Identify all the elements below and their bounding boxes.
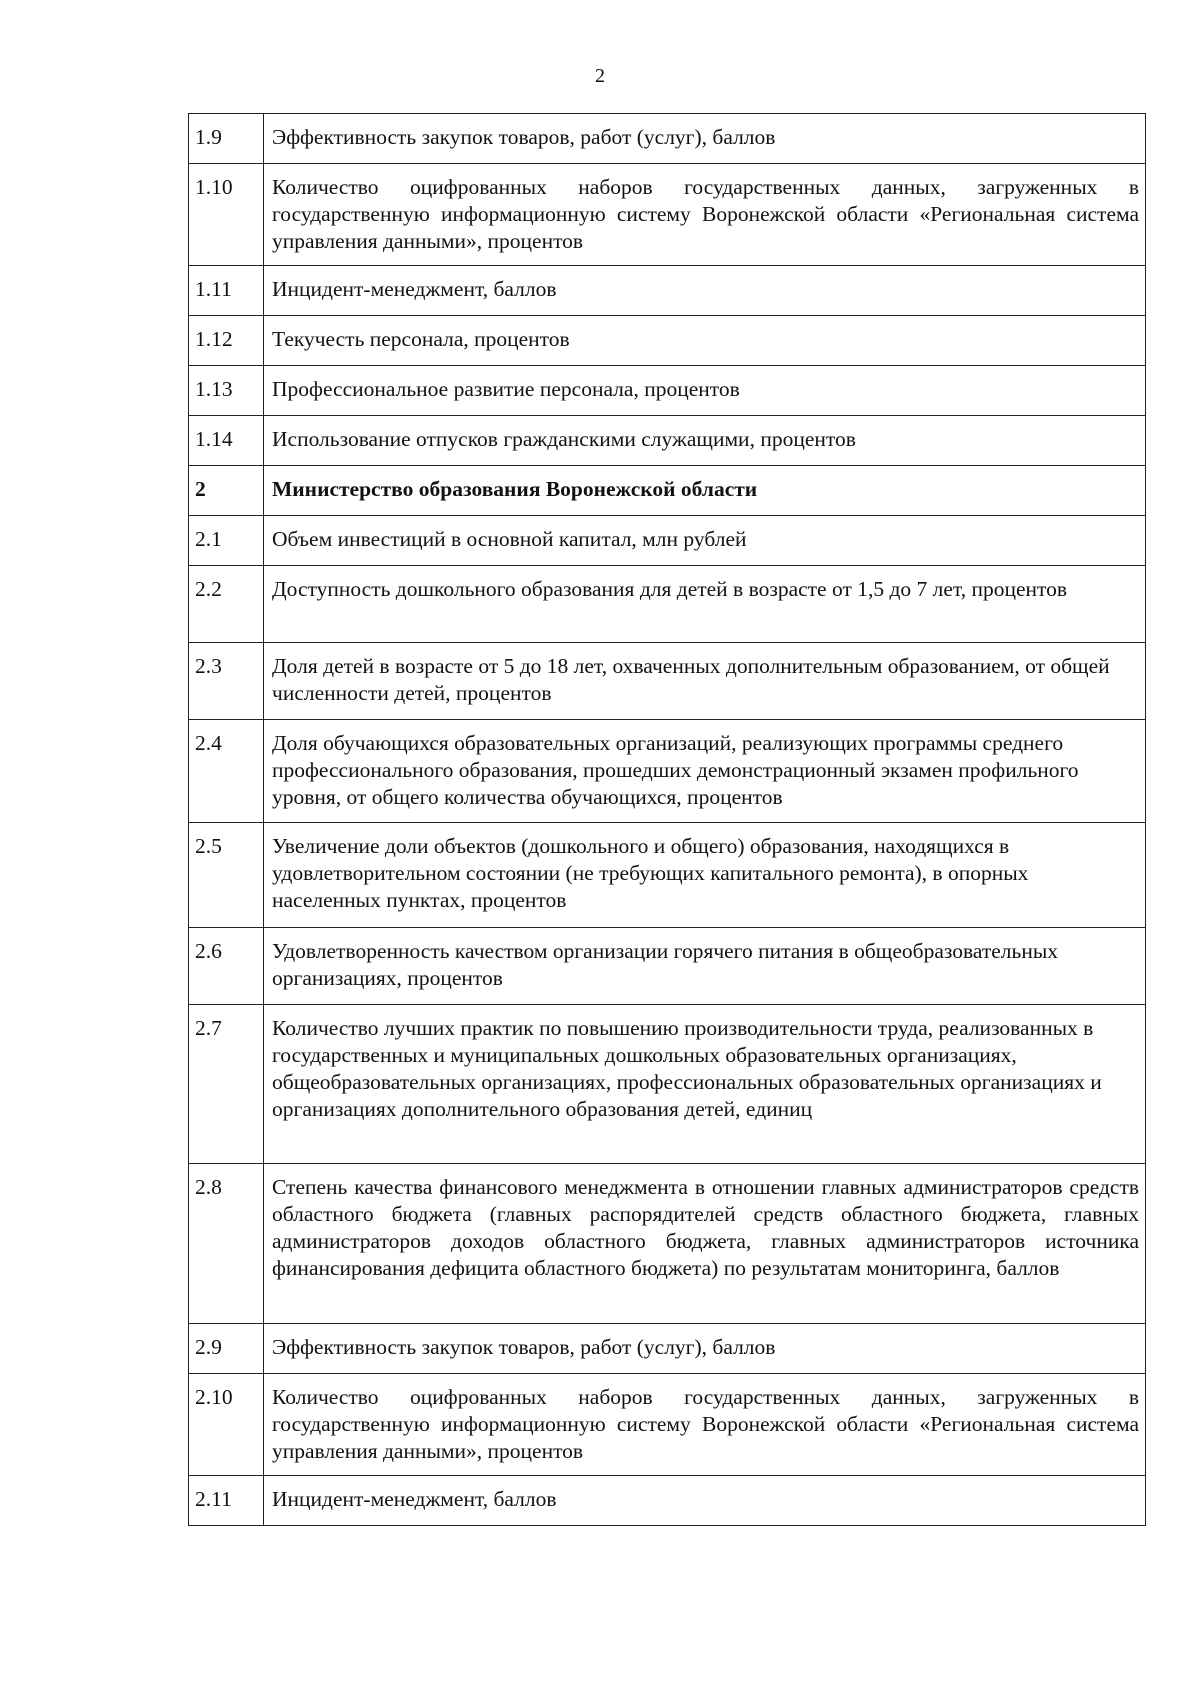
row-number: 1.12 [189, 316, 264, 366]
row-number: 2.11 [189, 1476, 264, 1526]
row-number: 2.8 [189, 1164, 264, 1324]
row-number: 1.10 [189, 164, 264, 266]
row-text: Объем инвестиций в основной капитал, млн рублей [264, 516, 1146, 566]
row-text: Инцидент-менеджмент, баллов [264, 266, 1146, 316]
row-text: Профессиональное развитие персонала, процентов [264, 366, 1146, 416]
table-row [189, 720, 1146, 823]
row-text: Количество лучших практик по повышению производительности труда, реализованных в государственных и муниципальных дошкольных образовательных организациях, общеобразовательных организациях, профессиональных образовательных организациях и организациях дополнительного образования детей, единиц [264, 1005, 1146, 1164]
row-text: Увеличение доли объектов (дошкольного и общего) образования, находящихся в удовлетворительном состоянии (не требующих капитального ремонта), в опорных населенных пунктах, процентов [264, 823, 1146, 928]
table-row [189, 366, 1146, 416]
table-row [189, 316, 1146, 366]
table-row [189, 643, 1146, 720]
table-row [189, 266, 1146, 316]
row-number: 2.5 [189, 823, 264, 928]
row-number: 2.7 [189, 1005, 264, 1164]
row-number: 1.13 [189, 366, 264, 416]
table-row [189, 1476, 1146, 1526]
row-number: 2.3 [189, 643, 264, 720]
table-row [189, 516, 1146, 566]
row-text: Удовлетворенность качеством организации горячего питания в общеобразовательных организациях, процентов [264, 928, 1146, 1005]
row-number: 2.6 [189, 928, 264, 1005]
row-text: Доля обучающихся образовательных организаций, реализующих программы среднего профессионального образования, прошедших демонстрационный экзамен профильного уровня, от общего количества обучающихся, процентов [264, 720, 1146, 823]
row-text: Использование отпусков гражданскими служащими, процентов [264, 416, 1146, 466]
row-text: Текучесть персонала, процентов [264, 316, 1146, 366]
table-row [189, 164, 1146, 266]
section-title: Министерство образования Воронежской области [264, 466, 1146, 516]
row-text: Количество оцифрованных наборов государственных данных, загруженных в государственную информационную систему Воронежской области «Региональная система управления данными», процентов [264, 164, 1146, 266]
page-number: 2 [595, 65, 605, 87]
section-header-row [189, 466, 1146, 516]
table-row [189, 928, 1146, 1005]
table-row [189, 566, 1146, 643]
row-number: 2.4 [189, 720, 264, 823]
row-number: 1.9 [189, 114, 264, 164]
row-text: Доля детей в возрасте от 5 до 18 лет, охваченных дополнительным образованием, от общей численности детей, процентов [264, 643, 1146, 720]
row-number: 2.1 [189, 516, 264, 566]
row-number: 1.11 [189, 266, 264, 316]
row-number: 2.10 [189, 1374, 264, 1476]
section-number: 2 [189, 466, 264, 516]
row-text: Эффективность закупок товаров, работ (услуг), баллов [264, 1324, 1146, 1374]
table-row [189, 1164, 1146, 1324]
table-row [189, 1005, 1146, 1164]
row-text: Эффективность закупок товаров, работ (услуг), баллов [264, 114, 1146, 164]
row-text: Доступность дошкольного образования для детей в возрасте от 1,5 до 7 лет, процентов [264, 566, 1146, 643]
table-row [189, 1324, 1146, 1374]
row-text: Инцидент-менеджмент, баллов [264, 1476, 1146, 1526]
row-text: Степень качества финансового менеджмента в отношении главных администраторов средств областного бюджета (главных распорядителей средств областного бюджета, главных администраторов доходов областного бюджета, главных администраторов источника финансирования дефицита областного бюджета) по результатам мониторинга, баллов [264, 1164, 1146, 1324]
table-row [189, 1374, 1146, 1476]
table-row [189, 416, 1146, 466]
row-text: Количество оцифрованных наборов государственных данных, загруженных в государственную информационную систему Воронежской области «Региональная система управления данными», процентов [264, 1374, 1146, 1476]
row-number: 2.9 [189, 1324, 264, 1374]
table-row [189, 823, 1146, 928]
table-row [189, 114, 1146, 164]
indicators-table [188, 113, 1146, 1526]
row-number: 2.2 [189, 566, 264, 643]
row-number: 1.14 [189, 416, 264, 466]
